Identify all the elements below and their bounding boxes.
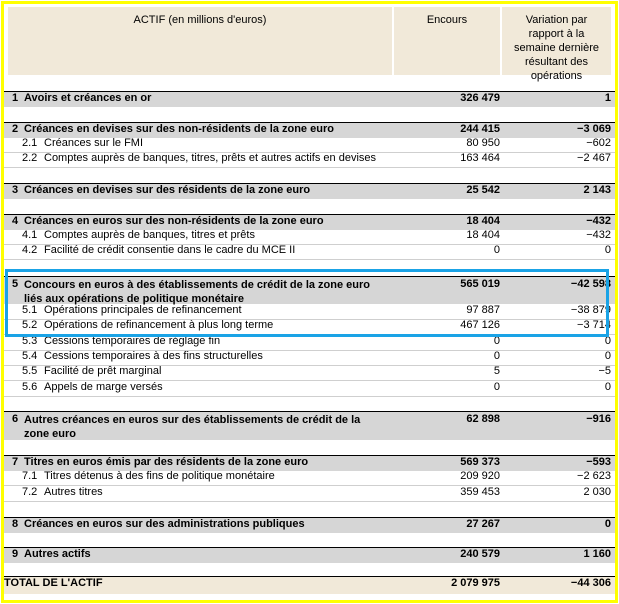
row-variation: −602 xyxy=(586,137,611,149)
row-variation: −432 xyxy=(586,215,611,227)
row-label: Créances en devises sur des résidents de la zone euro xyxy=(24,184,311,196)
row-variation: 2 143 xyxy=(583,184,611,196)
row-variation: −3 069 xyxy=(577,123,611,135)
table-row xyxy=(4,137,615,153)
row-encours: 18 404 xyxy=(466,229,500,241)
row-variation: −3 714 xyxy=(577,319,611,331)
total-label: TOTAL DE L'ACTIF xyxy=(4,577,103,589)
row-label: Créances en devises sur des non-résidents de la zone euro xyxy=(24,123,334,135)
row-label: Facilité de prêt marginal xyxy=(44,365,162,377)
row-number: 5.3 xyxy=(22,335,38,347)
row-variation: −42 598 xyxy=(570,278,611,290)
row-variation: 0 xyxy=(604,381,611,393)
table-row xyxy=(4,455,615,471)
row-label: Opérations de refinancement à plus long terme xyxy=(44,319,274,331)
table-row xyxy=(4,214,615,230)
table-row xyxy=(4,335,615,351)
header-encours-label: Encours xyxy=(426,14,468,26)
row-encours: 244 415 xyxy=(460,123,500,135)
row-label: Avoirs et créances en or xyxy=(24,92,152,104)
table-row xyxy=(4,381,615,397)
row-encours: 240 579 xyxy=(460,548,500,560)
row-encours: 359 453 xyxy=(460,486,500,498)
row-number: 8 xyxy=(12,518,19,530)
row-number: 5.5 xyxy=(22,365,38,377)
row-variation: 0 xyxy=(604,518,611,530)
row-number: 5.2 xyxy=(22,319,38,331)
row-encours: 62 898 xyxy=(466,413,500,425)
row-encours: 80 950 xyxy=(466,137,500,149)
row-number: 4 xyxy=(12,215,19,227)
row-label: Autres actifs xyxy=(24,548,91,560)
row-number: 6 xyxy=(12,413,19,425)
row-encours: 97 887 xyxy=(466,304,500,316)
row-variation: 0 xyxy=(604,335,611,347)
row-variation: 2 030 xyxy=(583,486,611,498)
row-label: Facilité de crédit consentie dans le cadre du MCE II xyxy=(44,244,296,256)
row-label: Comptes auprès de banques, titres, prêts et autres actifs en devises xyxy=(44,152,377,164)
row-variation: 0 xyxy=(604,244,611,256)
highlight-box xyxy=(5,269,609,337)
row-number: 2 xyxy=(12,123,19,135)
row-number: 5.1 xyxy=(22,304,38,316)
row-number: 7.2 xyxy=(22,486,38,498)
header-actif-label: ACTIF (en millions d'euros) xyxy=(133,14,267,26)
row-number: 4.2 xyxy=(22,244,38,256)
table-row xyxy=(4,152,615,168)
row-encours: 569 373 xyxy=(460,456,500,468)
row-variation: 1 160 xyxy=(583,548,611,560)
row-encours: 18 404 xyxy=(466,215,500,227)
row-variation: 0 xyxy=(604,350,611,362)
row-encours: 209 920 xyxy=(460,470,500,482)
row-encours: 326 479 xyxy=(460,92,500,104)
row-label: Appels de marge versés xyxy=(44,381,163,393)
row-encours: 467 126 xyxy=(460,319,500,331)
row-number: 2.2 xyxy=(22,152,38,164)
table-row xyxy=(4,365,615,381)
table-row xyxy=(4,517,615,533)
row-encours: 0 xyxy=(493,381,500,393)
row-label: Concours en euros à des établissements de crédit de la zone euro liés aux opérations de politique monétaire xyxy=(24,279,370,305)
row-variation: −593 xyxy=(586,456,611,468)
row-variation: 1 xyxy=(604,92,611,104)
row-label: Créances en euros sur des administrations publiques xyxy=(24,518,305,530)
row-label: Comptes auprès de banques, titres et prêts xyxy=(44,229,255,241)
row-variation: −2 467 xyxy=(577,152,611,164)
row-label: Cessions temporaires à des fins structurelles xyxy=(44,350,263,362)
row-label: Créances sur le FMI xyxy=(44,137,144,149)
row-label: Créances en euros sur des non-résidents de la zone euro xyxy=(24,215,324,227)
row-number: 4.1 xyxy=(22,229,38,241)
row-encours: 5 xyxy=(493,365,500,377)
row-encours: 163 464 xyxy=(460,152,500,164)
row-number: 2.1 xyxy=(22,137,38,149)
row-number: 7 xyxy=(12,456,19,468)
table-row xyxy=(4,183,615,199)
row-encours: 27 267 xyxy=(466,518,500,530)
row-encours: 25 542 xyxy=(466,184,500,196)
total-variation: −44 306 xyxy=(570,577,611,589)
header-variation xyxy=(502,7,611,82)
row-variation: −432 xyxy=(586,229,611,241)
row-number: 5.4 xyxy=(22,350,38,362)
row-number: 1 xyxy=(12,92,19,104)
row-label: Autres créances en euros sur des établissements de crédit de la zone euro xyxy=(24,414,361,440)
row-label: Cessions temporaires de réglage fin xyxy=(44,335,221,347)
table-row xyxy=(4,229,615,245)
row-encours: 0 xyxy=(493,350,500,362)
total-encours: 2 079 975 xyxy=(451,577,500,589)
row-label: Opérations principales de refinancement xyxy=(44,304,242,316)
total-row xyxy=(4,576,615,594)
table-row xyxy=(4,122,615,138)
table-row xyxy=(4,470,615,486)
row-variation: −916 xyxy=(586,413,611,425)
table-row xyxy=(4,91,615,107)
table-row xyxy=(4,244,615,260)
row-label: Titres en euros émis par des résidents de la zone euro xyxy=(24,456,309,468)
table-row xyxy=(4,350,615,366)
row-number: 7.1 xyxy=(22,470,38,482)
row-encours: 0 xyxy=(493,335,500,347)
row-variation: −2 623 xyxy=(577,470,611,482)
row-label: Autres titres xyxy=(44,486,103,498)
row-number: 9 xyxy=(12,548,19,560)
header-encours xyxy=(394,7,500,75)
row-label: Titres détenus à des fins de politique monétaire xyxy=(44,470,275,482)
header-variation-label: Variation par rapport à la semaine dernière résultant des opérations xyxy=(514,14,599,82)
row-number: 5.6 xyxy=(22,381,38,393)
table-row xyxy=(4,486,615,502)
row-number: 3 xyxy=(12,184,19,196)
table-row xyxy=(4,411,615,440)
row-variation: −38 879 xyxy=(570,304,611,316)
row-encours: 0 xyxy=(493,244,500,256)
header-actif xyxy=(8,7,392,75)
row-encours: 565 019 xyxy=(460,278,500,290)
table-row xyxy=(4,547,615,563)
row-variation: −5 xyxy=(598,365,611,377)
row-number: 5 xyxy=(12,278,19,290)
